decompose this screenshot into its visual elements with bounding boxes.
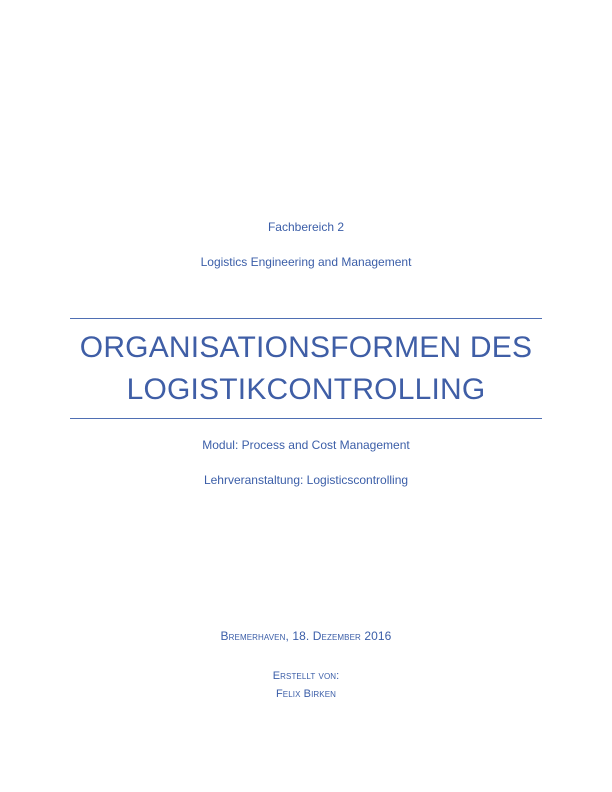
author-label: Erstellt von: [272,670,340,682]
course-label: Lehrveranstaltung: Logisticscontrolling [203,473,409,487]
author-name: Felix Birken [275,688,337,700]
place-date: Bremerhaven, 18. Dezember 2016 [220,629,392,643]
program-label: Logistics Engineering and Management [200,255,412,269]
department-label: Fachbereich 2 [267,220,345,234]
module-label: Modul: Process and Cost Management [202,438,410,452]
title-bottom-rule [70,418,542,419]
title-top-rule [70,318,542,319]
document-title-line1: ORGANISATIONSFORMEN DES [79,331,533,364]
document-title-line2: LOGISTIKCONTROLLING [126,373,486,406]
